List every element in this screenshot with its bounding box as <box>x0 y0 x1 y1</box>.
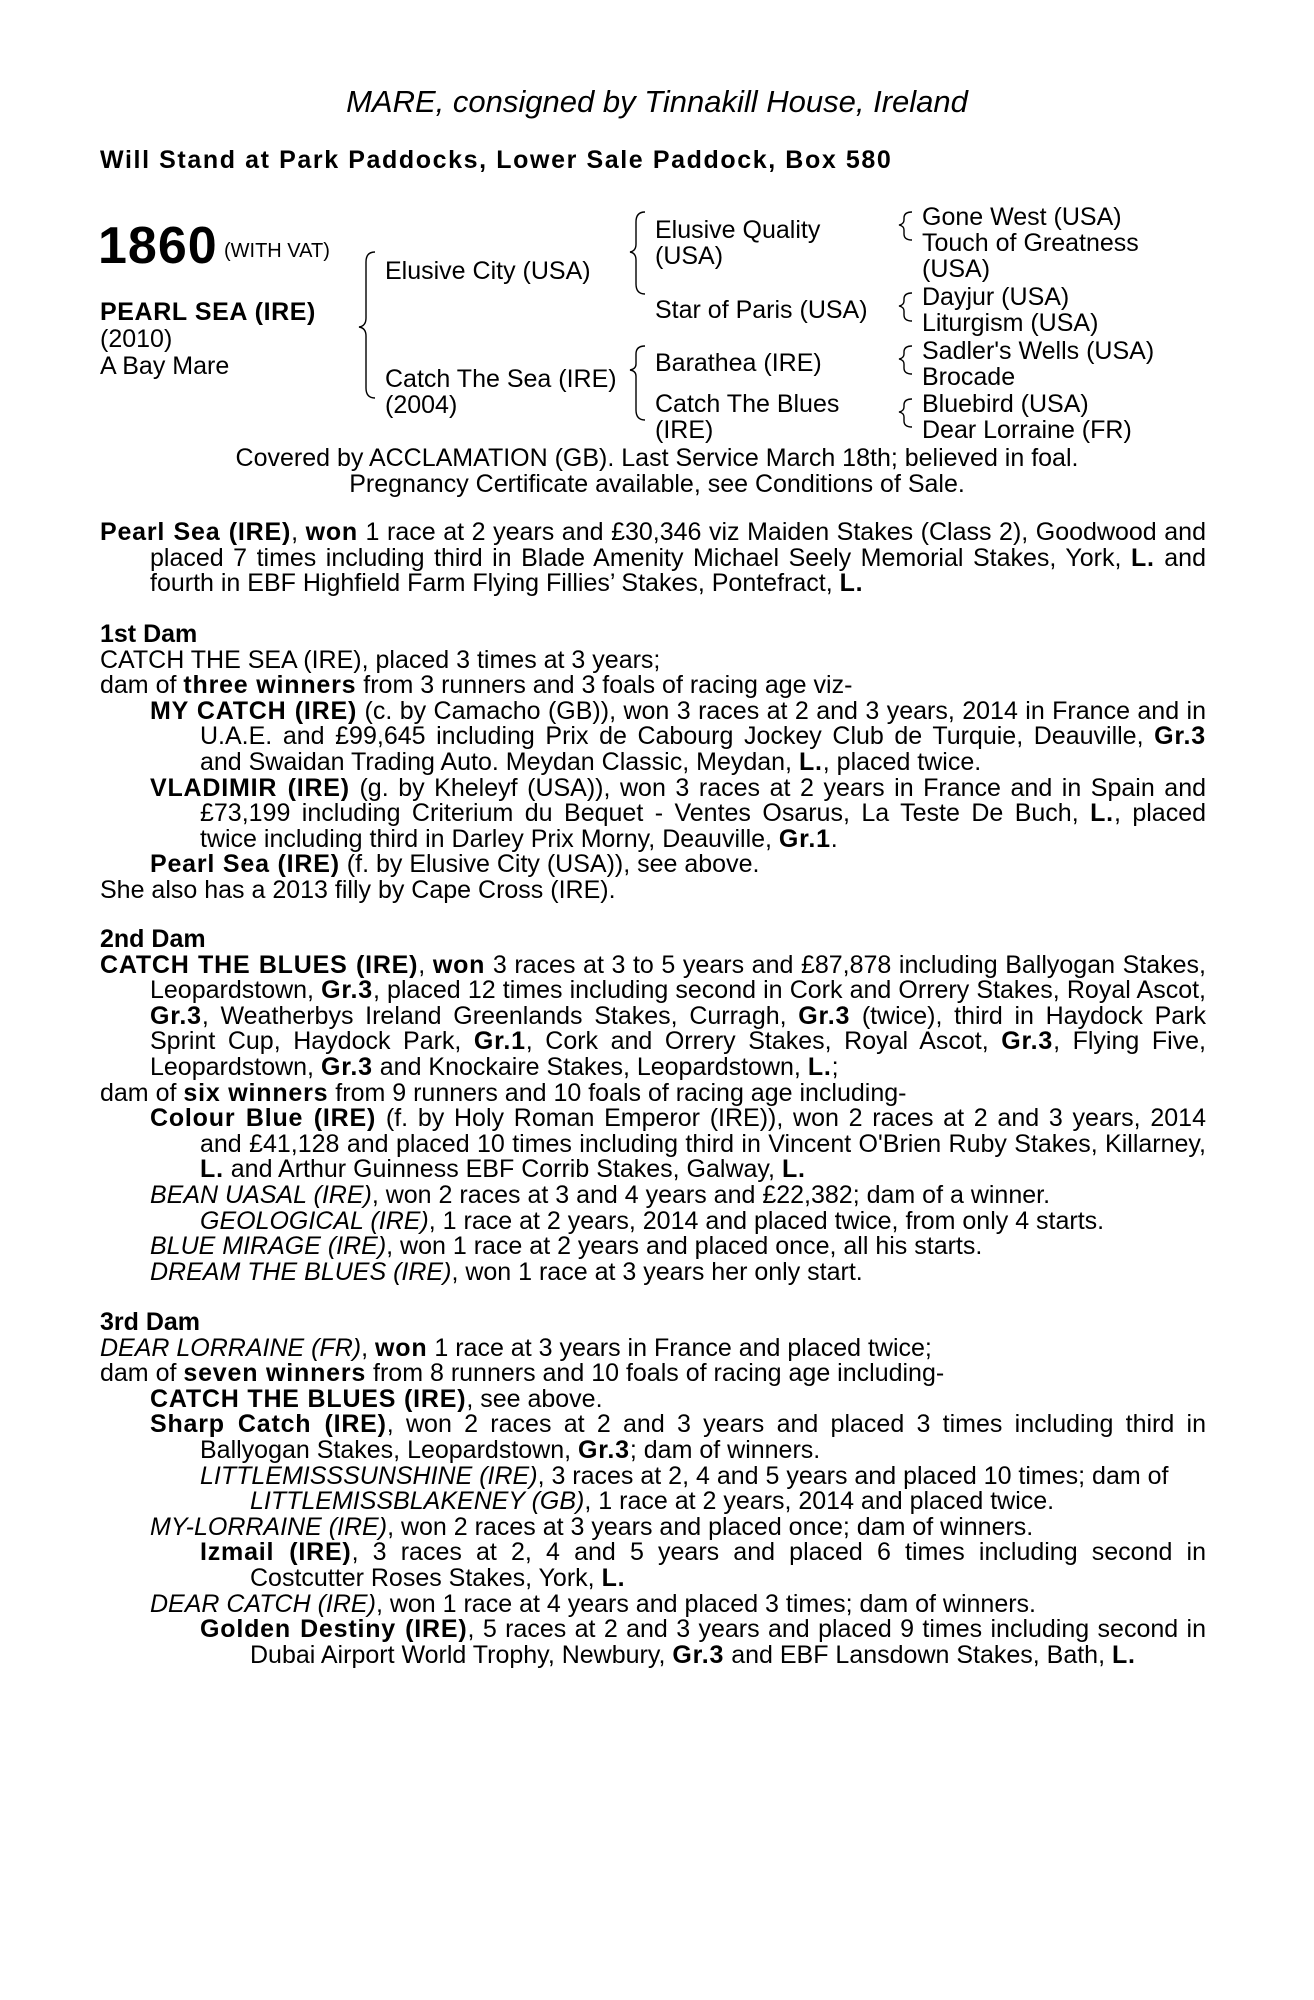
dds-name: Bluebird (USA) <box>922 390 1089 418</box>
third-dam-entry-2b: LITTLEMISSBLAKENEY (GB), 1 race at 2 years, 2014 and placed twice. <box>250 1487 1055 1516</box>
second-dam-produce: dam of six winners from 9 runners and 10 foals of racing age including- <box>100 1078 907 1107</box>
dam-year: (2004) <box>385 391 458 419</box>
stand-location: Will Stand at Park Paddocks, Lower Sale Paddock, Box 580 <box>100 146 893 174</box>
first-dam-entry-3: Pearl Sea (IRE) (f. by Elusive City (USA)), see above. <box>150 850 760 879</box>
third-dam-entry-2a: LITTLEMISSSUNSHINE (IRE), 3 races at 2, 4 and 5 years and placed 10 times; dam of <box>200 1461 1169 1490</box>
third-dam-entry-2: Sharp Catch (IRE), won 2 races at 2 and 3 years and placed 3 times including third in Ballyogan Stakes, Leopardstown, Gr.3; dam of winners. <box>150 1410 1206 1464</box>
dam-brace <box>630 346 645 420</box>
second-dam-entry-3: BLUE MIRAGE (IRE), won 1 race at 2 years and placed once, all his starts. <box>150 1232 983 1261</box>
sds-name: Dayjur (USA) <box>922 283 1070 311</box>
first-dam-also: She also has a 2013 filly by Cape Cross (IRE). <box>100 875 616 904</box>
dam-name: Catch The Sea (IRE) <box>385 365 617 393</box>
first-dam-produce: dam of three winners from 3 runners and 3 foals of racing age viz- <box>100 671 853 700</box>
covered-line-1: Covered by ACCLAMATION (GB). Last Service March 18th; believed in foal. <box>235 444 1079 472</box>
first-dam-entry-2: VLADIMIR (IRE) (g. by Kheleyf (USA)), won 3 races at 2 years in France and in Spain and £73,199 including Criterium du Bequet - Ventes Osarus, La Teste De Buch, L., placed twice including third in Darley Prix Morny, Deauville, Gr.1. <box>150 773 1207 853</box>
horse-description: A Bay Mare <box>100 352 230 380</box>
sss-name: Gone West (USA) <box>922 203 1122 231</box>
sire-name: Elusive City (USA) <box>385 257 591 285</box>
ss-brace <box>899 212 912 240</box>
third-dam-entry-3: MY-LORRAINE (IRE), won 2 races at 3 years and placed once; dam of winners. <box>150 1512 1034 1541</box>
third-dam-produce: dam of seven winners from 8 runners and 10 foals of racing age including- <box>100 1359 945 1388</box>
third-dam-entry-1: CATCH THE BLUES (IRE), see above. <box>150 1384 603 1413</box>
sire-brace <box>630 212 645 294</box>
main-brace <box>359 252 375 398</box>
covered-notice <box>0 445 1314 497</box>
sire-dam: Star of Paris (USA) <box>655 296 868 324</box>
ssd-suffix: (USA) <box>922 255 991 283</box>
third-dam-entry-3a: Izmail (IRE), 3 races at 2, 4 and 5 years and placed 6 times including second in Costcutter Roses Stakes, York, L. <box>200 1538 1207 1592</box>
covered-line-2: Pregnancy Certificate available, see Conditions of Sale. <box>349 470 965 498</box>
vat-label: (WITH VAT) <box>224 240 330 262</box>
second-dam-entry-4: DREAM THE BLUES (IRE), won 1 race at 3 years her only start. <box>150 1257 863 1286</box>
second-dam-entry-2: BEAN UASAL (IRE), won 2 races at 3 and 4 years and £22,382; dam of a winner. <box>150 1180 1051 1209</box>
sire-sire: Elusive Quality <box>655 216 821 244</box>
consignor-title: MARE, consigned by Tinnakill House, Ireland <box>346 84 968 119</box>
second-dam-heading: 2nd Dam <box>100 925 206 953</box>
first-dam-entry-1: MY CATCH (IRE) (c. by Camacho (GB)), won 3 races at 2 and 3 years, 2014 in France and in U.A.E. and £99,645 including Prix de Cabourg Jockey Club de Turquie, Deauville, Gr.3 and Swaidan Trading Auto. Meydan Classic, Meydan, L., placed twice. <box>150 696 1206 776</box>
first-dam-winners: three winners <box>183 671 357 700</box>
dd-brace <box>899 399 912 427</box>
racing-name: Pearl Sea (IRE) <box>100 518 292 546</box>
third-dam-heading: 3rd Dam <box>100 1308 201 1336</box>
sdd-name: Liturgism (USA) <box>922 309 1099 337</box>
dam-sire: Barathea (IRE) <box>655 349 822 377</box>
third-dam-entry-4: DEAR CATCH (IRE), won 1 race at 4 years and placed 3 times; dam of winners. <box>150 1589 1036 1618</box>
first-dam-line: CATCH THE SEA (IRE), placed 3 times at 3 years; <box>100 645 661 674</box>
horse-name: PEARL SEA (IRE) <box>100 298 316 326</box>
dsd-name: Brocade <box>922 363 1016 391</box>
racing-paragraph: Pearl Sea (IRE), won 1 race at 2 years and £30,346 viz Maiden Stakes (Class 2), Goodwood and placed 7 times including third in Blade Amenity Michael Seely Memorial Stakes, York, L. and fourth in EBF Highfield Farm Flying Fillies’ Stakes, Pontefract, L. <box>100 518 1206 598</box>
dam-dam: Catch The Blues <box>655 390 840 418</box>
third-dam-entry-4a: Golden Destiny (IRE), 5 races at 2 and 3 years and placed 9 times including second in Dubai Airport World Trophy, Newbury, Gr.3 and EBF Lansdown Stakes, Bath, L. <box>200 1615 1206 1669</box>
dss-name: Sadler's Wells (USA) <box>922 337 1155 365</box>
second-dam-entry-2a: GEOLOGICAL (IRE), 1 race at 2 years, 2014 and placed twice, from only 4 starts. <box>200 1206 1105 1235</box>
third-dam-section <box>100 1310 1206 1668</box>
dam-dam-suffix: (IRE) <box>655 416 714 444</box>
sd-brace <box>899 293 912 321</box>
ddd-name: Dear Lorraine (FR) <box>922 416 1132 444</box>
ds-brace <box>899 346 912 374</box>
second-dam-section <box>100 927 1206 1285</box>
sire-sire-suffix: (USA) <box>655 242 724 270</box>
second-dam-record: CATCH THE BLUES (IRE), won 3 races at 3 to 5 years and £87,878 including Ballyogan Stakes, Leopardstown, Gr.3, placed 12 times including second in Cork and Orrery Stakes, Royal Ascot, Gr.3, Weatherbys Ireland Greenlands Stakes, Curragh, Gr.3 (twice), third in Haydock Park Sprint Cup, Haydock Park, Gr.1, Cork and Orrery Stakes, Royal Ascot, Gr.3, Flying Five, Leopardstown, Gr.3 and Knockaire Stakes, Leopardstown, L.; <box>100 950 1207 1081</box>
ssd-name: Touch of Greatness <box>922 229 1139 257</box>
first-dam-section <box>100 622 1206 904</box>
first-dam-heading: 1st Dam <box>100 620 198 648</box>
lot-number: 1860 <box>98 217 218 275</box>
second-dam-entry-1: Colour Blue (IRE) (f. by Holy Roman Emperor (IRE)), won 2 races at 2 and 3 years, 2014 and £41,128 and placed 10 times including third in Vincent O'Brien Ruby Stakes, Killarney, L. and Arthur Guinness EBF Corrib Stakes, Galway, L. <box>150 1104 1206 1184</box>
racing-record <box>100 520 1206 597</box>
racing-won: won <box>305 518 358 546</box>
third-dam-record: DEAR LORRAINE (FR), won 1 race at 3 years in France and placed twice; <box>100 1333 932 1362</box>
foal-year: (2010) <box>100 325 173 353</box>
